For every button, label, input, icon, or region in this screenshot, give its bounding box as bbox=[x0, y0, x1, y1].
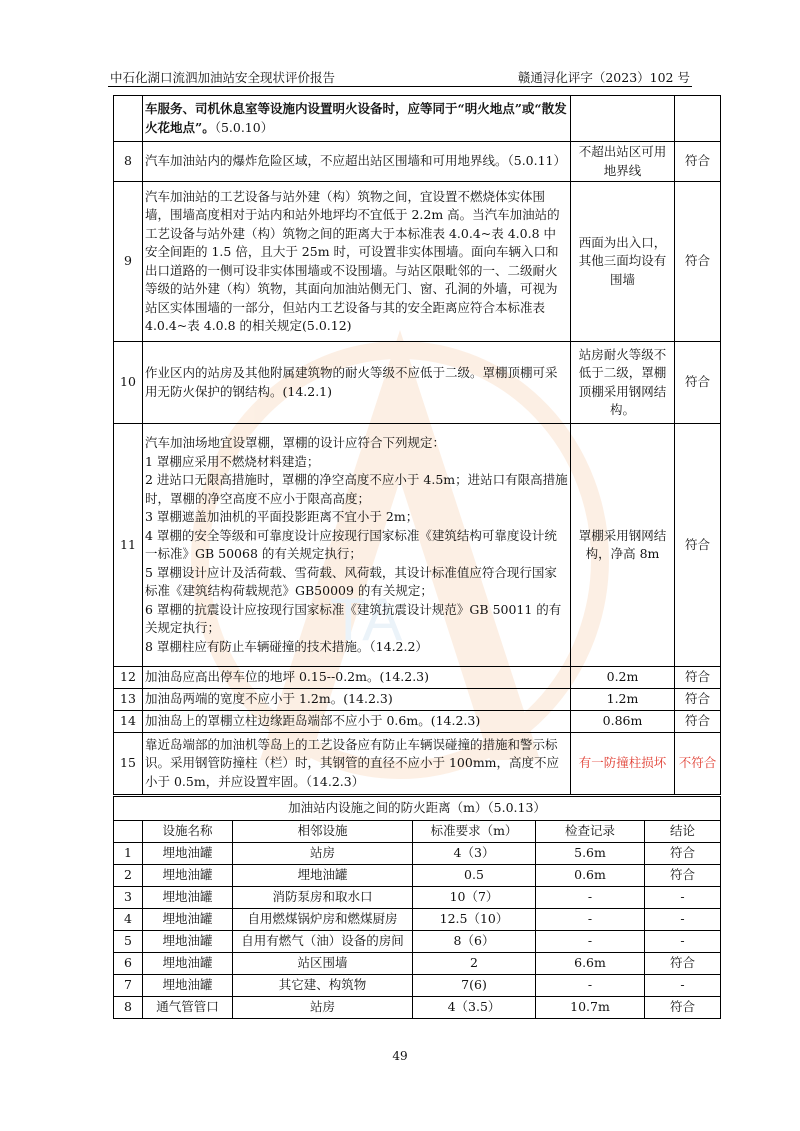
clause-line: 5 罩棚设计应计及活荷载、雪荷载、风荷载，其设计标准值应符合现行国家标准《建筑结构荷载规范》GB50009 的有关规定； bbox=[145, 564, 557, 598]
standard-requirement: 2 bbox=[413, 953, 536, 975]
requirement-text: 汽车加油站的工艺设备与站外建（构）筑物之间，宜设置不燃烧体实体围墙，围墙高度相对于站内和站外地坪均不宜低于 2.2m 高。当汽车加油站的工艺设备与站外建（构）筑物之间的距离大于本标准表 4.0.4~表 4.0.8 中安全间距的 1.5 倍，且大于 25m 时，可设置非实体围墙。面向车辆入口和出口道路的一侧可设非实体围墙或不设围墙。与站区限毗邻的一、二级耐火等级的站外建（构）筑物，其面向加油站侧无门、窗、孔洞的外墙，可视为站区实体围墙的一部分，但站内工艺设备与其的安全距离应符合本标准表 4.0.4~表 4.0.8 的相关规定(5.0.12) bbox=[143, 182, 571, 342]
adjacent-facility: 自用有燃气（油）设备的房间 bbox=[233, 931, 413, 953]
page-header bbox=[108, 64, 692, 87]
facility-name: 通气管管口 bbox=[143, 997, 233, 1019]
row-number: 7 bbox=[114, 975, 143, 997]
check-record: - bbox=[536, 887, 645, 909]
column-header: 相邻设施 bbox=[233, 821, 413, 843]
requirement-text: 车服务、司机休息室等设施内设置明火设备时，应等同于“明火地点”或“散发火花地点”。（5.0.10） bbox=[143, 96, 571, 142]
requirement-text: 汽车加油站内的爆炸危险区域，不应超出站区围墙和可用地界线。（5.0.11） bbox=[143, 142, 571, 182]
standard-requirement: 4（3.5） bbox=[413, 997, 536, 1019]
conclusion: 符合 bbox=[675, 182, 721, 342]
standard-requirement: 0.5 bbox=[413, 865, 536, 887]
column-header: 结论 bbox=[645, 821, 721, 843]
requirement-text: 加油岛应高出停车位的地坪 0.15--0.2m。(14.2.3) bbox=[143, 667, 571, 689]
report-number: 赣通浔化评字（2023）102 号 bbox=[517, 70, 690, 85]
table-row bbox=[114, 887, 721, 909]
check-record: - bbox=[536, 931, 645, 953]
clause-line: 1 罩棚应采用不燃烧材料建造； bbox=[145, 453, 320, 469]
table-row bbox=[114, 865, 721, 887]
facility-name: 埋地油罐 bbox=[143, 931, 233, 953]
row-number: 12 bbox=[114, 667, 143, 689]
table-row bbox=[114, 909, 721, 931]
clause-line: 汽车加油场地宜设罩棚，罩棚的设计应符合下列规定： bbox=[145, 435, 446, 450]
row-number: 15 bbox=[114, 733, 143, 795]
check-record: 站房耐火等级不低于二级，罩棚顶棚采用钢网结构。 bbox=[571, 342, 675, 424]
conclusion bbox=[675, 96, 721, 142]
clause-line: 2 进站口无限高措施时，罩棚的净空高度不应小于 4.5m；进站口有限高措施时，罩棚的净空高度不应小于限高高度； bbox=[145, 472, 568, 506]
row-number: 11 bbox=[114, 424, 143, 667]
adjacent-facility: 站区围墙 bbox=[233, 953, 413, 975]
table-row bbox=[114, 142, 721, 182]
adjacent-facility: 站房 bbox=[233, 843, 413, 865]
requirement-text: 作业区内的站房及其他附属建筑物的耐火等级不应低于二级。罩棚顶棚可采用无防火保护的钢结构。(14.2.1) bbox=[143, 342, 571, 424]
facility-name: 埋地油罐 bbox=[143, 865, 233, 887]
facility-name: 埋地油罐 bbox=[143, 909, 233, 931]
conclusion: 符合 bbox=[675, 711, 721, 733]
facility-name: 埋地油罐 bbox=[143, 953, 233, 975]
facility-name: 埋地油罐 bbox=[143, 887, 233, 909]
check-record: 0.6m bbox=[536, 865, 645, 887]
check-record: 0.86m bbox=[571, 711, 675, 733]
header-row bbox=[114, 821, 721, 843]
svg-text:TA: TA bbox=[330, 586, 403, 653]
table-row bbox=[114, 711, 721, 733]
column-header: 检查记录 bbox=[536, 821, 645, 843]
clause-line: 3 罩棚遮盖加油机的平面投影距离不宜小于 2m； bbox=[145, 509, 419, 524]
adjacent-facility: 站房 bbox=[233, 997, 413, 1019]
column-header: 设施名称 bbox=[143, 821, 233, 843]
clause-line: 8 罩棚柱应有防止车辆碰撞的技术措施。（14.2.2） bbox=[145, 638, 428, 654]
check-record: 10.7m bbox=[536, 997, 645, 1019]
report-title: 中石化湖口流泗加油站安全现状评价报告 bbox=[110, 70, 336, 85]
row-number: 10 bbox=[114, 342, 143, 424]
conclusion: - bbox=[645, 975, 721, 997]
row-number: 6 bbox=[114, 953, 143, 975]
row-number: 8 bbox=[114, 142, 143, 182]
adjacent-facility: 其它建、构筑物 bbox=[233, 975, 413, 997]
table-row bbox=[114, 843, 721, 865]
requirement-text: 加油岛上的罩棚立柱边缘距岛端部不应小于 0.6m。(14.2.3) bbox=[143, 711, 571, 733]
conclusion: - bbox=[645, 909, 721, 931]
page-number: 49 bbox=[392, 1049, 408, 1063]
conclusion: 符合 bbox=[645, 865, 721, 887]
conclusion: - bbox=[645, 931, 721, 953]
table-title-row bbox=[114, 797, 721, 821]
check-record: 西面为出入口，其他三面均设有围墙 bbox=[571, 182, 675, 342]
check-record: 0.2m bbox=[571, 667, 675, 689]
row-number: 5 bbox=[114, 931, 143, 953]
table-row bbox=[114, 342, 721, 424]
conclusion: 符合 bbox=[675, 689, 721, 711]
check-record: 1.2m bbox=[571, 689, 675, 711]
row-number: 9 bbox=[114, 182, 143, 342]
requirement-text: 加油岛两端的宽度不应小于 1.2m。(14.2.3) bbox=[143, 689, 571, 711]
check-record: 5.6m bbox=[536, 843, 645, 865]
column-header: 标准要求（m） bbox=[413, 821, 536, 843]
clause-line: 6 罩棚的抗震设计应按现行国家标准《建筑抗震设计规范》GB 50011 的有关规定执行； bbox=[145, 601, 562, 635]
requirement-text bbox=[143, 424, 571, 667]
row-number: 2 bbox=[114, 865, 143, 887]
check-record: - bbox=[536, 909, 645, 931]
standard-requirement: 10（7） bbox=[413, 887, 536, 909]
clause-line: 4 罩棚的安全等级和可靠度设计应按现行国家标准《建筑结构可靠度设计统一标准》GB 50068 的有关规定执行； bbox=[145, 527, 557, 561]
table-row bbox=[114, 975, 721, 997]
table-row bbox=[114, 182, 721, 342]
standard-requirement: 4（3） bbox=[413, 843, 536, 865]
conclusion: 符合 bbox=[675, 342, 721, 424]
check-record: 罩棚采用钢网结构，净高 8m bbox=[571, 424, 675, 667]
facility-name: 埋地油罐 bbox=[143, 843, 233, 865]
row-number: 3 bbox=[114, 887, 143, 909]
table-row bbox=[114, 96, 721, 142]
requirement-text: 靠近岛端部的加油机等岛上的工艺设备应有防止车辆误碰撞的措施和警示标识。采用钢管防撞柱（栏）时，其钢管的直径不应小于 100mm，高度不应小于 0.5m，并应设置牢固。（14.2.3） bbox=[143, 733, 571, 795]
table-row bbox=[114, 953, 721, 975]
row-number bbox=[114, 96, 143, 142]
table-row bbox=[114, 689, 721, 711]
row-number: 8 bbox=[114, 997, 143, 1019]
conclusion: - bbox=[645, 887, 721, 909]
conclusion: 符合 bbox=[675, 667, 721, 689]
adjacent-facility: 消防泵房和取水口 bbox=[233, 887, 413, 909]
table-row bbox=[114, 997, 721, 1019]
fire-distance-table bbox=[113, 796, 721, 1019]
table-row bbox=[114, 733, 721, 795]
table-row bbox=[114, 667, 721, 689]
check-record: 不超出站区可用地界线 bbox=[571, 142, 675, 182]
checklist-table bbox=[113, 95, 721, 795]
conclusion: 符合 bbox=[645, 953, 721, 975]
adjacent-facility: 自用燃煤锅炉房和燃煤厨房 bbox=[233, 909, 413, 931]
standard-requirement: 12.5（10） bbox=[413, 909, 536, 931]
row-number: 14 bbox=[114, 711, 143, 733]
table-title: 加油站内设施之间的防火距离（m）（5.0.13） bbox=[114, 797, 721, 821]
conclusion: 符合 bbox=[675, 424, 721, 667]
row-number: 13 bbox=[114, 689, 143, 711]
row-number: 4 bbox=[114, 909, 143, 931]
conclusion: 符合 bbox=[645, 997, 721, 1019]
conclusion: 不符合 bbox=[675, 733, 721, 795]
check-record: 6.6m bbox=[536, 953, 645, 975]
check-record: - bbox=[536, 975, 645, 997]
conclusion: 符合 bbox=[645, 843, 721, 865]
row-number: 1 bbox=[114, 843, 143, 865]
standard-requirement: 7(6) bbox=[413, 975, 536, 997]
standard-requirement: 8（6） bbox=[413, 931, 536, 953]
adjacent-facility: 埋地油罐 bbox=[233, 865, 413, 887]
conclusion: 符合 bbox=[675, 142, 721, 182]
table-row bbox=[114, 424, 721, 667]
check-record bbox=[571, 96, 675, 142]
facility-name: 埋地油罐 bbox=[143, 975, 233, 997]
check-record: 有一防撞柱损坏 bbox=[571, 733, 675, 795]
table-row bbox=[114, 931, 721, 953]
